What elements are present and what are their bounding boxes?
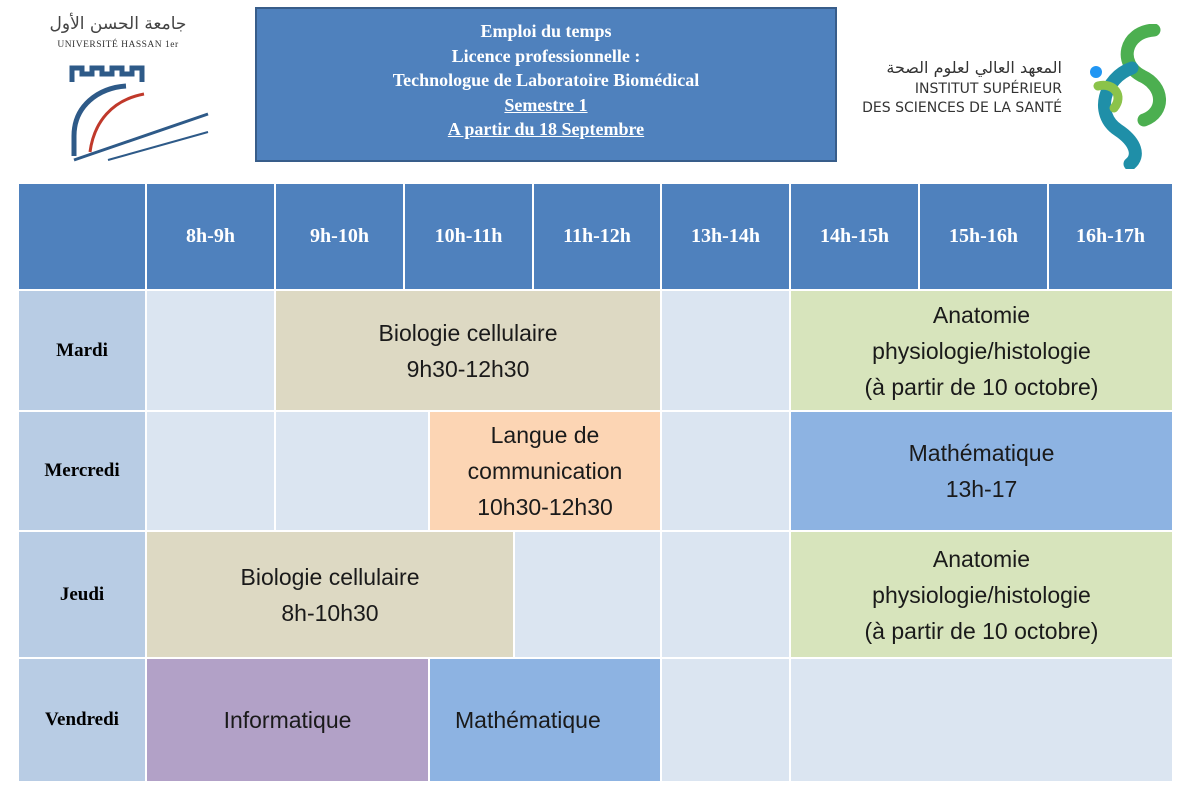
day-label: Mardi (18, 290, 146, 411)
empty-slot (661, 658, 790, 782)
title-line-degree: Licence professionnelle : (451, 45, 641, 66)
course-informatique: Informatique (146, 658, 429, 782)
day-label: Vendredi (18, 658, 146, 782)
time-slot-header: 8h-9h (146, 183, 275, 290)
time-slot-header: 11h-12h (533, 183, 661, 290)
university-name-arabic: جامعة الحسن الأول (49, 14, 187, 34)
day-label: Mercredi (18, 411, 146, 531)
course-mathematique: Mathématique (429, 658, 661, 782)
empty-slot (275, 411, 429, 531)
empty-slot (790, 658, 1173, 782)
course-anatomie-physiologie: Anatomie physiologie/histologie (à partir de 10 octobre) (790, 290, 1173, 411)
time-slot-header: 9h-10h (275, 183, 404, 290)
time-slot-header: 14h-15h (790, 183, 919, 290)
course-biologie-cellulaire: Biologie cellulaire 9h30-12h30 (275, 290, 661, 411)
title-line-start-date: A partir du 18 Septembre (447, 119, 645, 139)
empty-slot (146, 411, 275, 531)
institute-name-arabic: المعهد العالي لعلوم الصحة (886, 58, 1062, 77)
day-label: Jeudi (18, 531, 146, 658)
timetable-title-box (255, 7, 837, 162)
empty-slot (514, 531, 661, 658)
empty-slot (146, 290, 275, 411)
timetable-grid (18, 183, 1173, 782)
university-name-latin: UNIVERSITÉ HASSAN 1er (57, 40, 179, 50)
time-slot-header: 15h-16h (919, 183, 1048, 290)
course-mathematique: Mathématique 13h-17 (790, 411, 1173, 531)
course-langue-communication: Langue de communication 10h30-12h30 (429, 411, 661, 531)
title-line-program: Technologue de Laboratoire Biomédical (392, 70, 700, 90)
title-line-semester: Semestre 1 (504, 94, 588, 115)
header-corner (18, 183, 146, 290)
title-line-schedule: Emploi du temps (480, 21, 612, 41)
empty-slot (661, 411, 790, 531)
institute-logo (852, 18, 1182, 173)
time-slot-header: 10h-11h (404, 183, 533, 290)
empty-slot (661, 531, 790, 658)
university-logo (28, 10, 218, 170)
course-anatomie-physiologie: Anatomie physiologie/histologie (à partir de 10 octobre) (790, 531, 1173, 658)
institute-name-line1: INSTITUT SUPÉRIEUR (914, 81, 1062, 97)
time-slot-header: 16h-17h (1048, 183, 1173, 290)
time-slot-header: 13h-14h (661, 183, 790, 290)
institute-emblem-icon (1084, 24, 1176, 169)
university-emblem-icon (68, 56, 213, 166)
institute-name-line2: DES SCIENCES DE LA SANTÉ (862, 100, 1062, 116)
empty-slot (661, 290, 790, 411)
course-biologie-cellulaire: Biologie cellulaire 8h-10h30 (146, 531, 514, 658)
